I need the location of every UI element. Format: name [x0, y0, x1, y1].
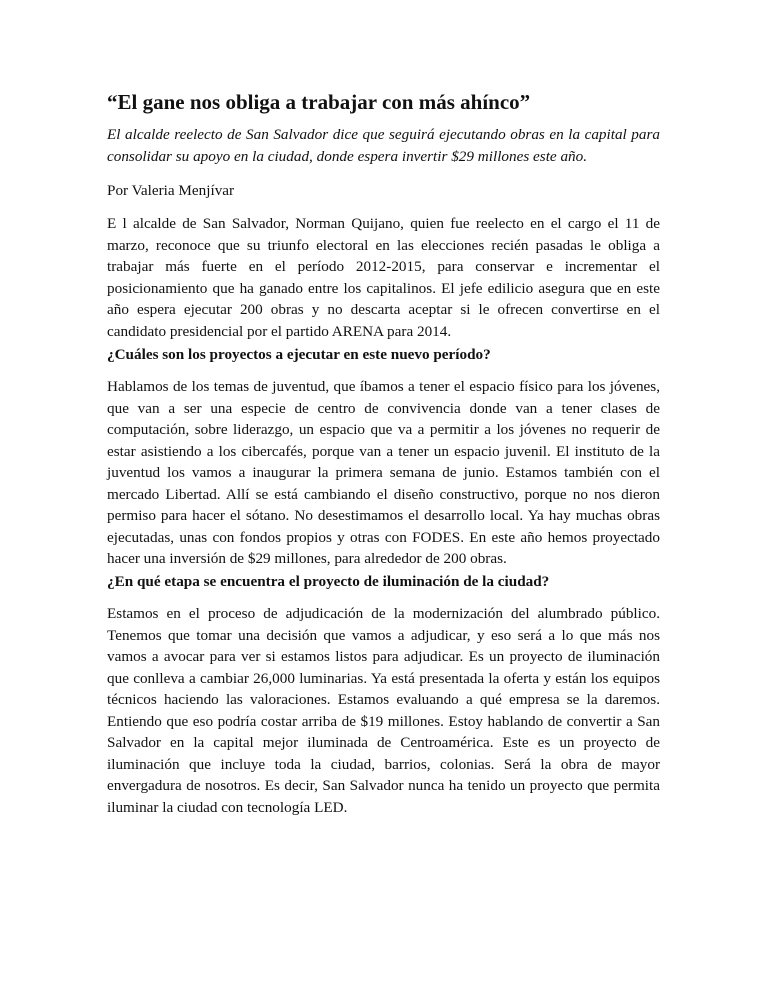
article-byline: Por Valeria Menjívar	[107, 182, 235, 199]
paragraph-projects-answer: Hablamos de los temas de juventud, que íbamos a tener el espacio físico para los jóvenes, que van a ser una especie de centro de convivencia donde van a tener clases de computación, sobre liderazgo, un espacio que va a permitir a los jóvenes no requerir de estar asistiendo a los cibercafés, porque van a tener un espacio juvenil. El instituto de la juventud los vamos a inaugurar la primera semana de junio. Estamos también con el mercado Libertad. Allí se está cambiando el diseño constructivo, porque no nos dieron permiso para hacer el sótano. No desestimamos el desarrollo local. Ya hay muchas obras ejecutadas, unas con fondos propios y otras con FODES. En este año hemos proyectado hacer una inversión de $29 millones, para alrededor de 200 obras.	[107, 378, 660, 567]
paragraph-intro: E l alcalde de San Salvador, Norman Quijano, quien fue reelecto en el cargo el 11 de marzo, reconoce que su triunfo electoral en las elecciones recién pasadas le obliga a trabajar más fuerte en el período 2012-2015, para conservar e incrementar el posicionamiento que ha ganado entre los capitalinos. El jefe edilicio asegura que en este año espera ejecutar 200 obras y no descarta aceptar si le ofrecen convertirse en el candidato presidencial por el partido ARENA para 2014.	[107, 215, 660, 340]
paragraph-lighting-answer: Estamos en el proceso de adjudicación de la modernización del alumbrado público. Tenemos que tomar una decisión que vamos a adjudicar, y eso será a lo que más nos vamos a avocar para ver si estamos listos para adjudicar. Es un proyecto de iluminación que conlleva a cambiar 26,000 luminarias. Ya está presentada la oferta y están los equipos técnicos haciendo las valoraciones. Estamos evaluando a qué empresa se la daremos. Entiendo que eso podría costar arriba de $19 millones. Estoy hablando de convertir a San Salvador en la capital mejor iluminada de Centroamérica. Este es un proyecto de iluminación que incluye toda la ciudad, barrios, colonias. Será la obra de mayor envergadura de nosotros. Es decir, San Salvador nunca ha tenido un proyecto que permita iluminar la ciudad con tecnología LED.	[107, 605, 660, 816]
article-title: “El gane nos obliga a trabajar con más ahínco”	[107, 90, 531, 114]
question-heading-projects: ¿Cuáles son los proyectos a ejecutar en este nuevo período?	[107, 346, 491, 363]
article-lede: El alcalde reelecto de San Salvador dice que seguirá ejecutando obras en la capital para consolidar su apoyo en la ciudad, donde espera invertir $29 millones este año.	[107, 126, 660, 165]
question-heading-lighting: ¿En qué etapa se encuentra el proyecto de iluminación de la ciudad?	[107, 573, 550, 590]
